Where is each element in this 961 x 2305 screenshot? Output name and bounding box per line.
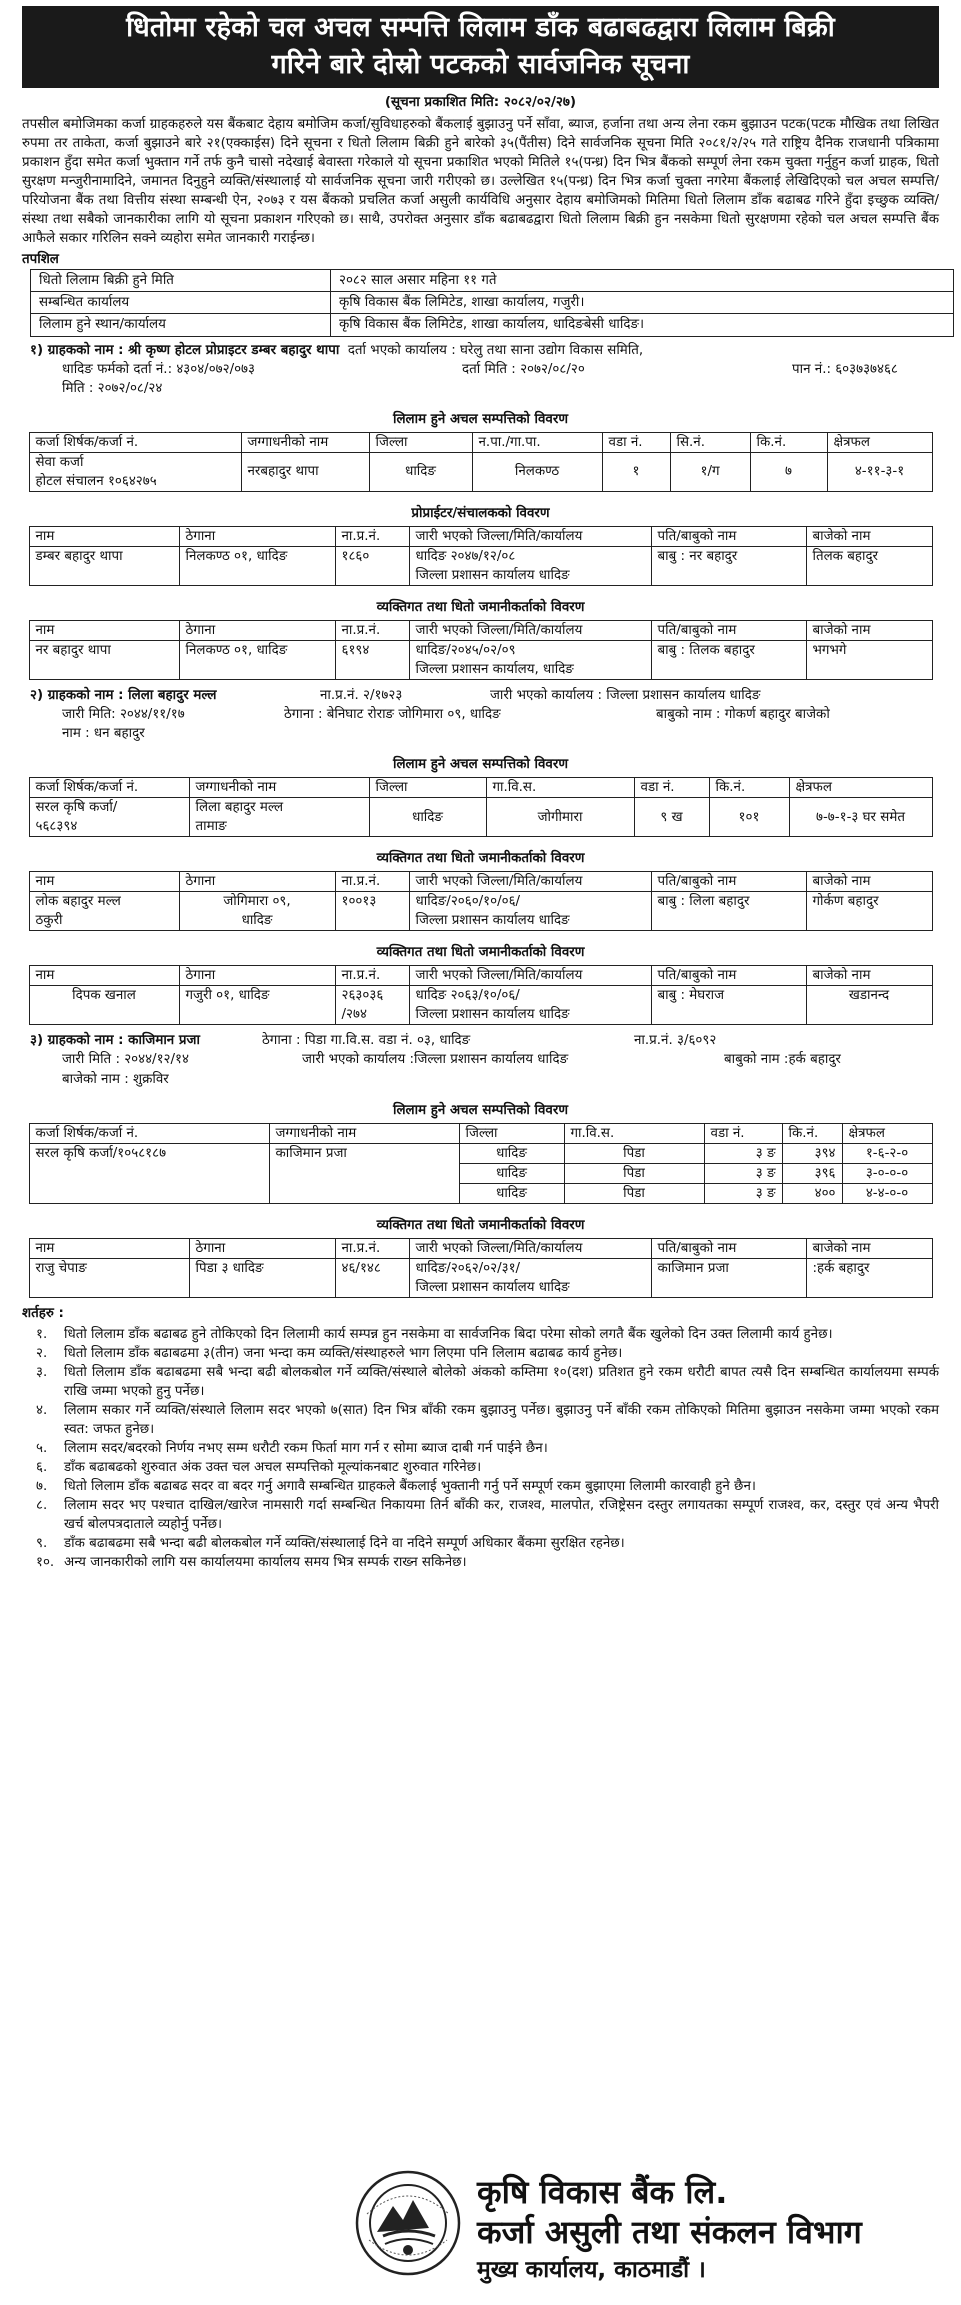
term-text: धितो लिलाम डाँक बढाबढ हुने तोकिएको दिन लिलामी कार्य सम्पन्न हुन नसकेमा वा सार्वजनिक बिदा परेमा सोको लगतै बैंक खुलेको दिन उक्त लिलामी कार्य हुनेछ।: [64, 1326, 833, 1342]
issued-date: धादिङ/२०६२/०२/३१/: [415, 1260, 521, 1276]
term-number: १.: [36, 1326, 48, 1342]
term-number: ६.: [36, 1460, 48, 1476]
details-label: तपशिल: [22, 252, 59, 268]
term-text: धितो लिलाम डाँक बढाबढ सदर वा बदर गर्नु अगावै सम्बन्धित ग्राहकले बैंकलाई भुक्तानी गर्नु पर्ने सम्पूर्ण रकम बुझाएमा लिलामी कारवाही हुने छैन।: [64, 1479, 756, 1495]
section-heading: लिलाम हुने अचल सम्पत्तिको विवरण: [392, 411, 569, 427]
table-row: [29, 640, 932, 679]
col-father: पति/बाबुको नाम: [651, 872, 806, 892]
term-text: डाँक बढाबढमा सबै भन्दा बढी बोलकबोल गर्ने व्यक्ति/संस्थालाई दिने वा नदिने सम्पूर्ण अधिकार बैंकमा सुरक्षित रहनेछ।: [64, 1536, 625, 1552]
person-address: निलकण्ठ ०१, धादिङ: [179, 640, 335, 679]
vdc: पिडा: [564, 1183, 704, 1203]
section-heading: लिलाम हुने अचल सम्पत्तिको विवरण: [392, 757, 569, 773]
kitta-number: ४००: [782, 1183, 842, 1203]
customer-2-issued-date: जारी मिति: २०४४/११/१७: [62, 707, 185, 722]
grandfather-name: भगभगे: [806, 640, 932, 679]
customer-1-reg-date: दर्ता मिति : २०७२/०८/२०: [462, 361, 585, 377]
term-text: डाँक बढाबढको शुरुवात अंक उक्त चल अचल सम्पत्तिको मूल्यांकनबाट शुरुवात गरिनेछ।: [64, 1460, 482, 1476]
district: धादिङ: [459, 1183, 564, 1203]
list-item: [22, 1439, 939, 1458]
customer-3-office: जारी भएको कार्यालय :जिल्ला प्रशासन कार्यालय धादिङ: [302, 1052, 569, 1068]
col-district: जिल्ला: [369, 778, 486, 798]
col-kitta: कि.नं.: [782, 1123, 842, 1143]
summary-value: कृषि विकास बैंक लिमिटेड, शाखा कार्यालय, धादिङबेसी धादिङ।: [331, 314, 954, 336]
term-text: अन्य जानकारीको लागि यस कार्यालयमा कार्यालय समय भित्र सम्पर्क राख्न सकिनेछ।: [64, 1555, 467, 1571]
kitta-number: ३९४: [782, 1143, 842, 1163]
list-item: [22, 1363, 939, 1401]
term-number: ३.: [36, 1364, 48, 1380]
table-header-row: [29, 778, 932, 798]
customer-3-grandfather: बाजेको नाम : शुक्रविर: [62, 1071, 169, 1087]
grandfather-name: तिलक बहादुर: [806, 546, 932, 585]
col-citizenship: ना.प्र.नं.: [335, 872, 409, 892]
customer-1-info: [22, 341, 939, 398]
loan-number: ५६८३९४: [35, 819, 78, 835]
col-father: पति/बाबुको नाम: [651, 620, 806, 640]
col-ward: वडा नं.: [602, 432, 670, 452]
bank-logo-icon: [355, 2170, 461, 2276]
father-name: बाबु : मेघराज: [651, 986, 806, 1025]
father-name: बाबु : लिला बहादुर: [651, 892, 806, 931]
customer-1-reg-office: दर्ता भएको कार्यालय : घरेलु तथा साना उद्योग विकास समिति,: [347, 342, 644, 358]
area: ३-०-०-०: [842, 1163, 932, 1183]
property-table-3: [29, 1123, 933, 1204]
office-name: मुख्य कार्यालय, काठमाडौं ।: [477, 2257, 706, 2283]
person-address: गजुरी ०१, धादिङ: [179, 986, 335, 1025]
district: धादिङ: [369, 798, 486, 837]
col-issued: जारी भएको जिल्ला/मिति/कार्यालय: [409, 1238, 651, 1258]
col-father: पति/बाबुको नाम: [651, 1238, 806, 1258]
section-heading: व्यक्तिगत तथा धितो जमानीकर्ताको विवरण: [376, 851, 585, 867]
customer-3-father: बाबुको नाम :हर्क बहादुर: [724, 1052, 841, 1068]
citizenship-number: २६३०३६: [341, 988, 384, 1004]
col-grandfather: बाजेको नाम: [806, 620, 932, 640]
guarantor-table-3: [29, 1238, 933, 1298]
bank-name: कृषि विकास बैंक लि.: [477, 2173, 728, 2211]
customer-1-pan: पान नं.: ६०३७३७४६८: [792, 361, 898, 377]
intro-paragraph: तपसील बमोजिमका कर्जा ग्राहकहरुले यस बैंकबाट देहाय बमोजिम कर्जा/सुविधाहरुको बैंकलाई बुझाउनु पर्ने साँवा, ब्याज, हर्जाना तथा अन्य लेना रकम बुझाउन पटक(पटक मौखिक तथा लिखित रुपमा तर ताकेता, कर्जा बुझाउने बारे २१(एक्काईस) दिने सूचना र धितो लिलाम बिक्री हुने बारेको ३५(पैंतीस) दिने सार्वजनिक सूचना मिति २०८१/२/२५ गते राष्ट्रिय दैनिक राजधानी पत्रिकामा प्रकाशन हुँदा समेत कर्जा भुक्तान गर्ने तर्फ कुनै चासो नदेखाई बेवास्ता गरेकाले यो सूचना प्रकाशित भएको मितिले १५(पन्ध्र) दिन भित्र बैंकको सम्पूर्ण लेना रकम चुक्ता गर्नुहुन कर्जा ग्राहक, धितो सुरक्षण मन्जुरीनामादिने, जमानत दिनुहुने व्यक्ति/संस्थालाई यो सार्वजनिक सूचना जारी गरीएको छ। उल्लेखित १५(पन्ध्र) दिन भित्र कर्जा चुक्ता नगरेमा बैंकलाई लेखिदिएको चल अचल सम्पत्ति/परियोजना बैंक तथा वित्तीय संस्था सम्बन्धी ऐन, २०७३ र यस बैंकको प्रचलित कर्जा असुली कार्यविधि अनुसार देहाय बमोजिमको मितिमा धितो लिलाम डाँक बढाबढ गरिने हुँदा इच्छुक व्यक्ति/संस्था तथा सबैको जानकारीका लागि यो सूचना प्रकाशन गरिएको छ। साथै, उपरोक्त अनुसार डाँक बढाबढद्वारा धितो लिलाम बिक्री हुन नसकेमा धितो सुरक्षणमा रहेको चल अचल सम्पत्ति बैंक आफैले सकार गरिलिन सक्ने व्यहोरा समेत जानकारी गराईन्छ।: [22, 117, 939, 247]
col-ward: वडा नं.: [704, 1123, 782, 1143]
summary-value: २०८२ साल असार महिना ११ गते: [331, 270, 954, 292]
guarantor-table-2a: [29, 871, 933, 931]
section-heading: प्रोप्राईटर/संचालकको विवरण: [411, 505, 550, 521]
term-number: ७.: [36, 1479, 48, 1495]
vdc: जोगीमारा: [486, 798, 634, 837]
district: धादिङ: [369, 452, 472, 491]
table-row: [29, 986, 932, 1025]
col-citizenship: ना.प्र.नं.: [335, 1238, 409, 1258]
col-kitta: कि.नं.: [709, 778, 789, 798]
customer-2-grandfather: नाम : धन बहादुर: [62, 726, 145, 742]
col-napa: न.पा./गा.पा.: [472, 432, 602, 452]
table-row: [29, 1258, 932, 1297]
issued-office: जिल्ला प्रशासन कार्यालय धादिङ: [415, 567, 570, 583]
issued-office: जिल्ला प्रशासन कार्यालय धादिङ: [415, 913, 570, 929]
section-heading: व्यक्तिगत तथा धितो जमानीकर्ताको विवरण: [376, 599, 585, 615]
customer-1-date: मिति : २०७२/०८/२४: [62, 380, 163, 396]
auction-summary-table: [30, 269, 954, 336]
table-row: [29, 892, 932, 931]
section-heading: व्यक्तिगत तथा धितो जमानीकर्ताको विवरण: [376, 945, 585, 961]
publication-date: (सूचना प्रकाशित मिति: २०८२/०२/२७): [384, 94, 577, 110]
table-row: [29, 1143, 932, 1163]
owner-name-2: तामाङ: [195, 819, 227, 835]
col-district: जिल्ला: [369, 432, 472, 452]
term-text: लिलाम सदर भए पश्चात दाखिल/खारेज नामसारी गर्दा सम्बन्धित निकायमा तिर्न बाँकी कर, राजश्व, मालपोत, रजिष्ट्रेसन दस्तुर लगायतका सम्पूर्ण राजश्व, कर, दस्तुर एवं अन्य भैपरी खर्च बोलपत्रदाताले व्यहोर्नु पर्नेछ।: [64, 1498, 939, 1533]
ward-number: १: [602, 452, 670, 491]
term-text: धितो लिलाम डाँक बढाबढमा सबै भन्दा बढी बोलकबोल गर्ने व्यक्ति/संस्थाले बोलेको अंकको कम्तिमा १०(दश) प्रतिशत हुने रकम धरौटी बापत त्यसै दिन सम्बन्धित कार्यालयमा सम्पर्क राखि जम्मा भएको हुनु पर्नेछ।: [64, 1364, 939, 1399]
customer-2-office: जारी भएको कार्यालय : जिल्ला प्रशासन कार्यालय धादिङ: [490, 687, 761, 703]
customer-2-address: ठेगाना : बेनिघाट रोराङ जोगिमारा ०९, धादिङ: [284, 707, 501, 722]
customer-3-name: ३) ग्राहकको नाम : काजिमान प्रजा: [30, 1033, 200, 1049]
list-item: [22, 1534, 939, 1553]
father-name: काजिमान प्रजा: [651, 1258, 806, 1297]
issued-office: जिल्ला प्रशासन कार्यालय धादिङ: [415, 1279, 570, 1295]
area: ४-११-३-१: [827, 452, 932, 491]
col-ward: वडा नं.: [634, 778, 709, 798]
col-address: ठेगाना: [179, 872, 335, 892]
property-table-2: [29, 777, 933, 837]
person-name: नर बहादुर थापा: [29, 640, 179, 679]
col-loan: कर्जा शिर्षक/कर्जा नं.: [29, 432, 241, 452]
ward-number: ९ ख: [634, 798, 709, 837]
customer-3-issued-date: जारी मिति : २०४४/१२/१४: [62, 1052, 189, 1068]
loan-title: सेवा कर्जा: [35, 454, 84, 470]
person-name: राजु चेपाङ: [29, 1258, 189, 1297]
issuer-block: [355, 2168, 915, 2298]
col-kitta: कि.नं.: [750, 432, 827, 452]
summary-label: सम्बन्धित कार्यालय: [31, 292, 331, 314]
person-name: डम्बर बहादुर थापा: [29, 546, 179, 585]
customer-3-info: [22, 1031, 939, 1088]
col-area: क्षेत्रफल: [827, 432, 932, 452]
person-name-2: ठकुरी: [35, 913, 63, 929]
col-father: पति/बाबुको नाम: [651, 526, 806, 546]
list-item: [22, 1553, 939, 1572]
table-header-row: [29, 872, 932, 892]
loan-number: होटल संचालन १०६४२७५: [35, 473, 157, 489]
table-header-row: [29, 526, 932, 546]
col-citizenship: ना.प्र.नं.: [335, 966, 409, 986]
col-grandfather: बाजेको नाम: [806, 966, 932, 986]
list-item: [22, 1496, 939, 1534]
col-sheet: सि.नं.: [670, 432, 750, 452]
col-owner: जग्गाधनीको नाम: [189, 778, 369, 798]
ward-number: ३ ङ: [704, 1143, 782, 1163]
col-name: नाम: [29, 526, 179, 546]
table-row: [31, 314, 954, 336]
list-item: [22, 1325, 939, 1344]
owner-name: नरबहादुर थापा: [241, 452, 369, 491]
issued-office: जिल्ला प्रशासन कार्यालय, धादिङ: [415, 661, 574, 677]
customer-2-father: बाबुको नाम : गोकर्ण बहादुर बाजेको: [656, 707, 830, 722]
guarantor-table-1: [29, 620, 933, 680]
col-citizenship: ना.प्र.नं.: [335, 620, 409, 640]
customer-2-name: २) ग्राहकको नाम : लिला बहादुर मल्ल: [30, 687, 217, 703]
issued-date: धादिङ/२०४५/०२/०९: [415, 642, 516, 658]
citizenship-number: ४६/१४८: [335, 1258, 409, 1297]
kitta-number: ७: [750, 452, 827, 491]
issued-date: धादिङ २०४७/१२/०८: [415, 548, 516, 564]
term-text: धितो लिलाम डाँक बढाबढमा ३(तीन) जना भन्दा कम व्यक्ति/संस्थाहरुले भाग लिएमा पनि लिलाम बढाबढ कार्य हुनेछ।: [64, 1345, 623, 1361]
term-number: ४.: [36, 1402, 48, 1418]
table-header-row: [29, 620, 932, 640]
kitta-number: ३९६: [782, 1163, 842, 1183]
col-address: ठेगाना: [179, 526, 335, 546]
father-name: बाबु : तिलक बहादुर: [651, 640, 806, 679]
citizenship-number: १००१३: [335, 892, 409, 931]
owner-name: काजिमान प्रजा: [269, 1143, 459, 1203]
list-item: [22, 1344, 939, 1363]
col-issued: जारी भएको जिल्ला/मिति/कार्यालय: [409, 620, 651, 640]
area: ४-४-०-०: [842, 1183, 932, 1203]
section-heading: व्यक्तिगत तथा धितो जमानीकर्ताको विवरण: [376, 1217, 585, 1233]
table-header-row: [29, 432, 932, 452]
owner-name: लिला बहादुर मल्ल: [195, 800, 284, 816]
term-number: १०.: [36, 1555, 55, 1571]
summary-label: लिलाम हुने स्थान/कार्यालय: [31, 314, 331, 336]
table-header-row: [29, 966, 932, 986]
notice-banner: [22, 6, 939, 88]
terms-heading: शर्तहरु :: [22, 1305, 64, 1321]
loan-number: सरल कृषि कर्जा/१०५८१८७: [29, 1143, 269, 1203]
list-item: [22, 1477, 939, 1496]
person-name: लोक बहादुर मल्ल: [35, 894, 121, 910]
issued-date: धादिङ/२०६०/१०/०६/: [415, 894, 521, 910]
col-name: नाम: [29, 872, 179, 892]
customer-3-citizenship: ना.प्र.नं. ३/६०९२: [634, 1033, 717, 1049]
term-number: २.: [36, 1345, 48, 1361]
banner-line-2: गरिने बारे दोस्रो पटकको सार्वजनिक सूचना: [271, 49, 690, 80]
table-header-row: [29, 1123, 932, 1143]
municipality: निलकण्ठ: [472, 452, 602, 491]
vdc: पिडा: [564, 1163, 704, 1183]
father-name: बाबु : नर बहादुर: [651, 546, 806, 585]
list-item: [22, 1458, 939, 1477]
col-name: नाम: [29, 1238, 189, 1258]
issued-office: जिल्ला प्रशासन कार्यालय धादिङ: [415, 1007, 570, 1023]
col-district: जिल्ला: [459, 1123, 564, 1143]
col-father: पति/बाबुको नाम: [651, 966, 806, 986]
col-citizenship: ना.प्र.नं.: [335, 526, 409, 546]
area: ७-७-१-३ घर समेत: [789, 798, 932, 837]
customer-1-firm-reg: धादिङ फर्मको दर्ता नं.: ४३०४/०७२/०७३: [62, 361, 255, 377]
col-issued: जारी भएको जिल्ला/मिति/कार्यालय: [409, 966, 651, 986]
col-area: क्षेत्रफल: [842, 1123, 932, 1143]
summary-value: कृषि विकास बैंक लिमिटेड, शाखा कार्यालय, गजुरी।: [331, 292, 954, 314]
term-number: ५.: [36, 1441, 48, 1457]
list-item: [22, 1401, 939, 1439]
term-text: लिलाम सदर/बदरको निर्णय नभए सम्म धरौटी रकम फिर्ता माग गर्न र सोमा ब्याज दाबी गर्न पाईने छैन।: [64, 1441, 548, 1457]
guarantor-table-2b: [29, 965, 933, 1025]
col-address: ठेगाना: [179, 620, 335, 640]
grandfather-name: खडानन्द: [806, 986, 932, 1025]
citizenship-number-2: /२७४: [341, 1007, 367, 1023]
ward-number: ३ ङ: [704, 1183, 782, 1203]
customer-2-info: [22, 686, 939, 743]
issued-date: धादिङ २०६३/१०/०६/: [415, 988, 520, 1004]
vdc: पिडा: [564, 1143, 704, 1163]
col-grandfather: बाजेको नाम: [806, 872, 932, 892]
col-area: क्षेत्रफल: [789, 778, 932, 798]
col-grandfather: बाजेको नाम: [806, 526, 932, 546]
table-row: [29, 546, 932, 585]
table-row: [29, 452, 932, 491]
term-number: ९.: [36, 1536, 48, 1552]
person-address: पिडा ३ धादिङ: [189, 1258, 335, 1297]
district: धादिङ: [459, 1163, 564, 1183]
proprietor-table-1: [29, 526, 933, 586]
term-text: लिलाम सकार गर्ने व्यक्ति/संस्थाले लिलाम सदर भएको ७(सात) दिन भित्र बाँकी रकम बुझाउनु पर्नेछ। बुझाउनु पर्ने बाँकी रकम तोकिएको मितिमा बुझाउन नसकेमा जम्मा भएको रकम स्वत: जफत हुनेछ।: [64, 1402, 939, 1437]
customer-1-name: १) ग्राहकको नाम : श्री कृष्ण होटल प्रोप्राइटर डम्बर बहादुर थापा: [30, 342, 340, 358]
banner-line-1: धितोमा रहेको चल अचल सम्पत्ति लिलाम डाँक बढाबढद्वारा लिलाम बिक्री: [126, 12, 835, 43]
loan-title: सरल कृषि कर्जा/: [35, 800, 118, 816]
kitta-number: १०१: [709, 798, 789, 837]
customer-3-address: ठेगाना : पिडा गा.वि.स. वडा नं. ०३, धादिङ: [262, 1033, 471, 1049]
department-name: कर्जा असुली तथा संकलन विभाग: [477, 2213, 862, 2251]
grandfather-name: :हर्क बहादुर: [806, 1258, 932, 1297]
person-address: निलकण्ठ ०१, धादिङ: [179, 546, 335, 585]
section-heading: लिलाम हुने अचल सम्पत्तिको विवरण: [392, 1102, 569, 1118]
col-owner: जग्गाधनीको नाम: [269, 1123, 459, 1143]
citizenship-number: १८६०: [335, 546, 409, 585]
terms-list: [22, 1325, 939, 1572]
person-address-2: धादिङ: [241, 913, 273, 929]
area: १-६-२-०: [842, 1143, 932, 1163]
person-name: दिपक खनाल: [29, 986, 179, 1025]
citizenship-number: ६१९४: [335, 640, 409, 679]
col-name: नाम: [29, 620, 179, 640]
customer-2-citizenship: ना.प्र.नं. २/१७२३: [320, 687, 403, 703]
col-owner: जग्गाधनीको नाम: [241, 432, 369, 452]
table-row: [31, 270, 954, 292]
grandfather-name: गोर्कण बहादुर: [806, 892, 932, 931]
ward-number: ३ ङ: [704, 1163, 782, 1183]
col-issued: जारी भएको जिल्ला/मिति/कार्यालय: [409, 526, 651, 546]
col-name: नाम: [29, 966, 179, 986]
table-header-row: [29, 1238, 932, 1258]
col-gavisa: गा.वि.स.: [486, 778, 634, 798]
property-table-1: [29, 432, 933, 492]
term-number: ८.: [36, 1498, 48, 1514]
col-address: ठेगाना: [179, 966, 335, 986]
col-gavisa: गा.वि.स.: [564, 1123, 704, 1143]
col-grandfather: बाजेको नाम: [806, 1238, 932, 1258]
col-address: ठेगाना: [189, 1238, 335, 1258]
summary-label: धितो लिलाम बिक्री हुने मिति: [31, 270, 331, 292]
person-address: जोगिमारा ०९,: [223, 894, 291, 910]
sheet-number: १/ग: [670, 452, 750, 491]
col-loan: कर्जा शिर्षक/कर्जा नं.: [29, 778, 189, 798]
col-loan: कर्जा शिर्षक/कर्जा नं.: [29, 1123, 269, 1143]
table-row: [29, 798, 932, 837]
col-issued: जारी भएको जिल्ला/मिति/कार्यालय: [409, 872, 651, 892]
district: धादिङ: [459, 1143, 564, 1163]
table-row: [31, 292, 954, 314]
